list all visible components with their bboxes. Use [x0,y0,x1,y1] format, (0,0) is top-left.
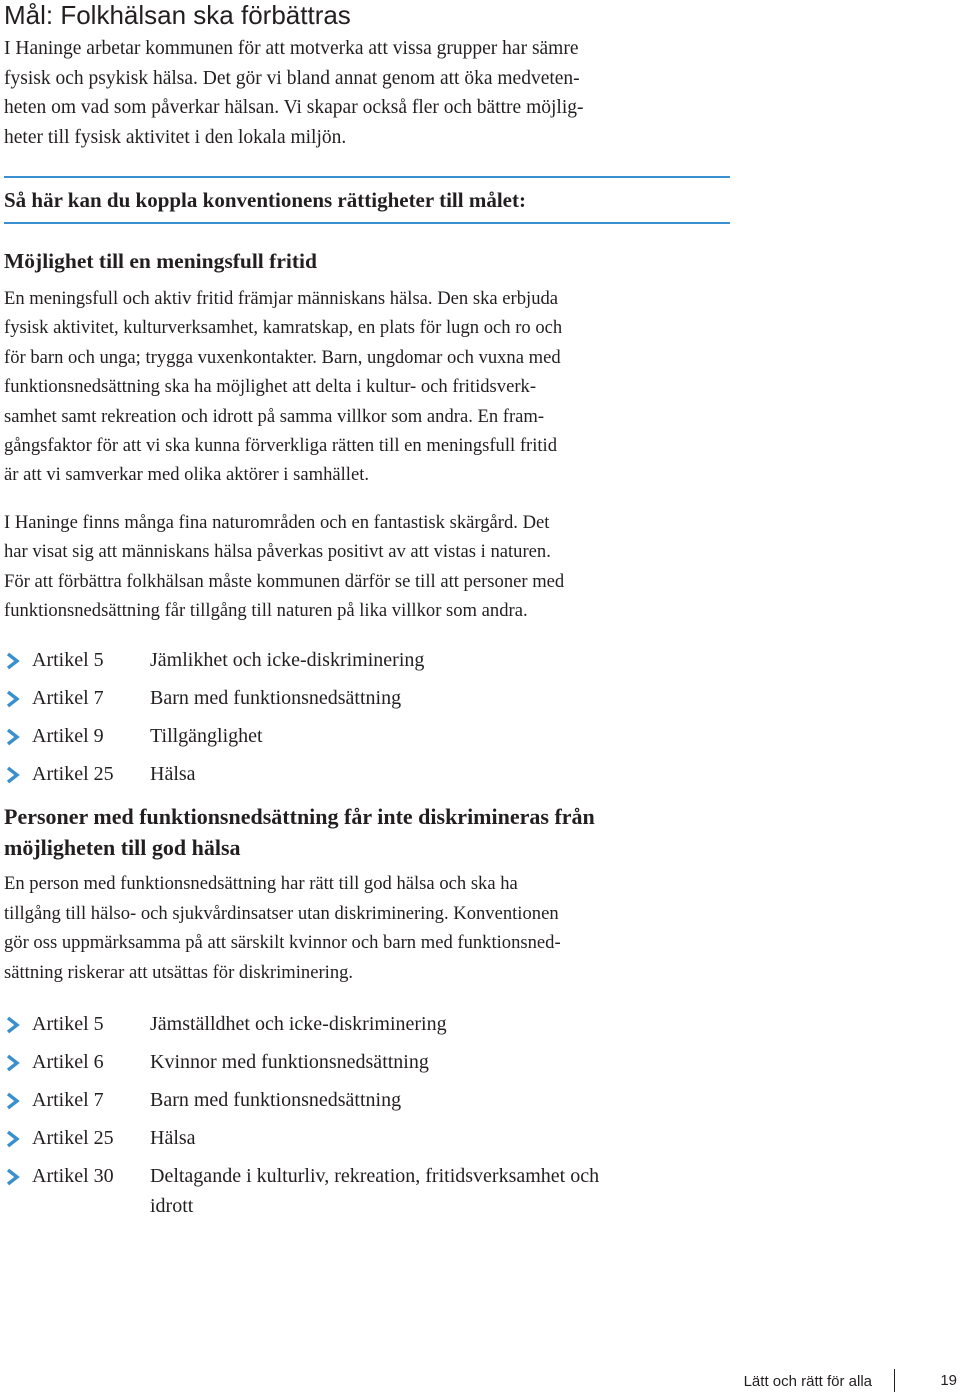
text-line: för barn och unga; trygga vuxenkontakter. Barn, ungdomar och vuxna med [4,346,561,368]
article-topic: Kvinnor med funktionsnedsättning [150,1051,429,1074]
article-topic: Tillgänglighet [150,725,263,748]
title-line: möjligheten till god hälsa [4,835,241,861]
article-number: Artikel 5 [32,1013,104,1036]
article-item [4,683,724,713]
text-line: För att förbättra folkhälsan måste kommunen därför se till att personer med [4,570,565,592]
article-item [4,1085,724,1115]
article-number: Artikel 9 [32,725,104,748]
topic-line: Deltagande i kulturliv, rekreation, fritidsverksamhet och [150,1165,600,1188]
section-title-fritid: Möjlighet till en meningsfull fritid [4,249,317,273]
article-topic: Hälsa [150,1127,196,1150]
health-paragraph [4,869,724,987]
title-line: Personer med funktionsnedsättning får inte diskrimineras från [4,804,595,830]
chevron-right-icon [4,1054,22,1072]
page-title: Mål: Folkhälsan ska förbättras [4,0,351,30]
top-divider [4,176,730,178]
article-item [4,1009,724,1039]
text-line: En meningsfull och aktiv fritid främjar människans hälsa. Den ska erbjuda [4,288,559,309]
chevron-right-icon [4,1168,22,1186]
chevron-right-icon [4,1092,22,1110]
article-item [4,1123,724,1153]
article-list-fritid [4,645,724,789]
text-line: har visat sig att människans hälsa påverkas positivt av att vistas i naturen. [4,541,551,563]
article-number: Artikel 7 [32,1089,104,1112]
article-number: Artikel 25 [32,1127,114,1150]
article-number: Artikel 30 [32,1165,114,1188]
article-topic: Jämlikhet och icke-diskriminering [150,649,425,672]
chevron-right-icon [4,766,22,784]
section-title-diskriminering [4,801,724,863]
article-topic [150,1161,724,1221]
text-line: fysisk aktivitet, kulturverksamhet, kamratskap, en plats för lugn och ro och [4,317,563,339]
nature-paragraph [4,508,724,626]
text-line: I Haninge finns många fina naturområden och en fantastisk skärgård. Det [4,511,550,533]
page-number: 19 [894,1369,960,1392]
publication-title: Lätt och rätt för alla [743,1373,872,1390]
article-item [4,759,724,789]
article-item [4,645,724,675]
intro-paragraph [4,34,724,152]
text-line: samhet samt rekreation och idrott på samma villkor som andra. En fram- [4,405,545,427]
chevron-right-icon [4,652,22,670]
chevron-right-icon [4,1016,22,1034]
intro-line: fysisk och psykisk hälsa. Det gör vi bland annat genom att öka medveten- [4,67,580,89]
intro-line: heter till fysisk aktivitet i den lokala miljön. [4,126,347,148]
article-item [4,721,724,751]
article-topic: Hälsa [150,763,196,786]
article-number: Artikel 7 [32,687,104,710]
bottom-divider [4,222,730,224]
intro-line: heten om vad som påverkar hälsan. Vi skapar också fler och bättre möjlig- [4,97,584,118]
text-line: sättning riskerar att utsättas för diskriminering. [4,961,354,983]
text-line: funktionsnedsättning ska ha möjlighet att delta i kultur- och fritidsverk- [4,376,537,398]
chevron-right-icon [4,1130,22,1148]
page-content [4,0,724,1229]
article-number: Artikel 6 [32,1051,104,1074]
article-number: Artikel 25 [32,763,114,786]
intro-line: I Haninge arbetar kommunen för att motverka att vissa grupper har sämre [4,38,579,59]
fritid-paragraph [4,284,724,490]
text-line: gångsfaktor för att vi ska kunna förverkliga rätten till en meningsfull fritid [4,435,558,457]
text-line: tillgång till hälso- och sjukvårdinsatser utan diskriminering. Konventionen [4,902,559,924]
article-item [4,1047,724,1077]
article-number: Artikel 5 [32,649,104,672]
text-line: är att vi samverkar med olika aktörer i samhället. [4,464,370,486]
chevron-right-icon [4,728,22,746]
article-item [4,1161,724,1221]
chevron-right-icon [4,690,22,708]
lead-heading: Så här kan du koppla konventionens rättigheter till målet: [4,188,526,212]
article-topic: Barn med funktionsnedsättning [150,687,402,710]
text-line: gör oss uppmärksamma på att särskilt kvinnor och barn med funktionsned- [4,932,561,954]
article-topic: Barn med funktionsnedsättning [150,1089,402,1112]
article-list-health [4,1009,724,1221]
text-line: funktionsnedsättning får tillgång till naturen på lika villkor som andra. [4,600,528,622]
topic-line: idrott [150,1195,194,1218]
text-line: En person med funktionsnedsättning har rätt till god hälsa och ska ha [4,873,518,895]
article-topic: Jämställdhet och icke-diskriminering [150,1013,447,1036]
